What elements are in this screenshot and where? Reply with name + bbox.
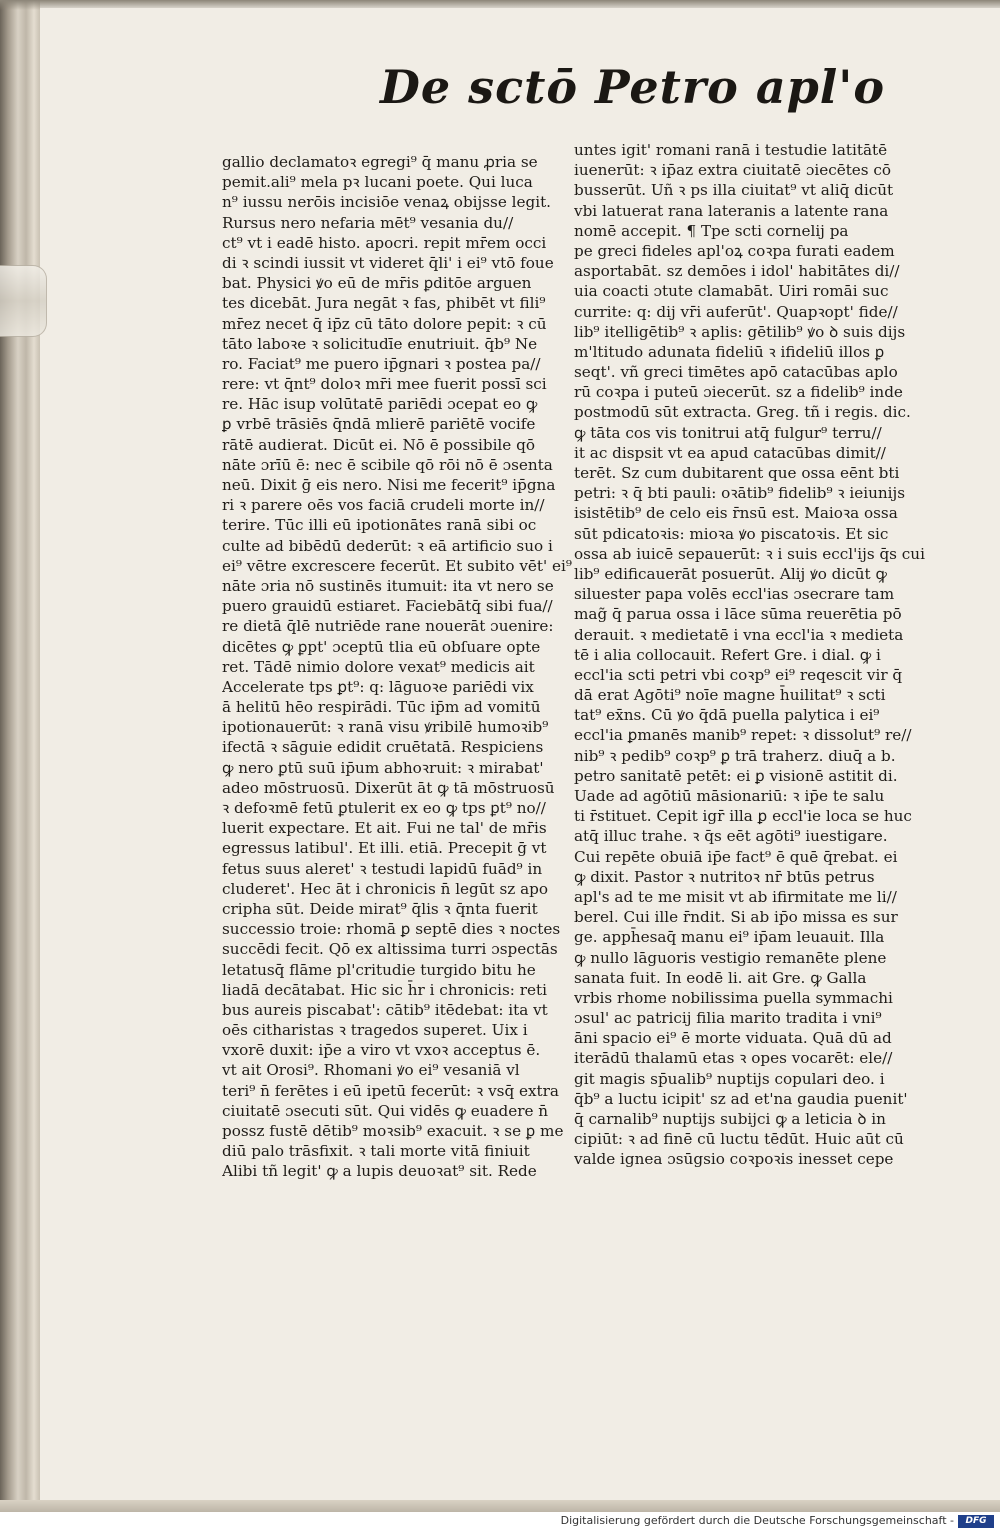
text-line: tes dicebāt. Jura negāt ꝛ fas, phibēt vt fili⁹	[222, 294, 546, 313]
text-line: succēdi fecit. Qō ex altissima turri ɔspectās	[222, 940, 558, 959]
text-line: petri: ꝛ q̄ bti pauli: oꝛātib⁹ fidelib⁹ ꝛ ieiunijs	[574, 484, 906, 503]
text-line: iuenerūt: ꝛ ip̄az extra ciuitatē ɔiecētes cō	[574, 161, 892, 180]
text-line: cripha sūt. Deide mirat⁹ q̄lis ꝛ q̄nta fuerit	[222, 899, 538, 918]
text-line: letatusq̄ flāme pl'critudie turgido bitu he	[222, 960, 536, 979]
text-line: ti r̄stituet. Cepit igr̄ illa ꝑ eccl'ie loca se huc	[574, 807, 912, 826]
text-line: ge. apph̄esaq̄ manu ei⁹ ip̄am leuauit. Illa	[574, 928, 885, 947]
text-line: cipiūt: ꝛ ad finē cū luctu tēdūt. Huic aūt cū	[574, 1130, 904, 1149]
text-line: nib⁹ ꝛ pedib⁹ coꝛp⁹ ꝑ trā traherz. diuq̄ a b.	[574, 746, 896, 765]
text-line: Rursus nero nefaria mēt⁹ vesania du//	[222, 213, 514, 232]
text-line: Uade ad agōtiū māsionariū: ꝛ ip̄e te salu	[574, 787, 885, 805]
text-line: Accelerate tps ꝑt⁹: q: lāguoꝛe pariēdi vix	[222, 677, 534, 696]
text-line: egressus latibul'. Et illi. etiā. Precepit ḡ vt	[222, 839, 547, 858]
text-line: oēs citharistas ꝛ tragedos superet. Uix i	[222, 1021, 528, 1040]
text-line: culte ad bibēdū dederūt: ꝛ eā artificio suo i	[222, 536, 553, 555]
text-line: q̄b⁹ a luctu icipit' sz ad et'na gaudia puenit'	[574, 1089, 908, 1108]
text-line: busserūt. Uñ ꝛ ps illa ciuitat⁹ vt aliq̄ dicūt	[574, 181, 894, 200]
text-line: nomē accepit. ¶ Tpe scti cornelij pa	[574, 221, 849, 240]
text-line: ipotionauerūt: ꝛ ranā visu ꝟribilē humoꝛib⁹	[222, 718, 549, 737]
text-line: dicētes ꝙ ꝑpt' ɔceptū tlia eū obſuare opte	[222, 637, 541, 656]
book-edge	[0, 0, 40, 1500]
text-line: apl's ad te me misit vt ab ifirmitate me li//	[574, 887, 897, 906]
text-line: terēt. Sz cum dubitarent que ossa eēnt bti	[574, 464, 900, 482]
text-line: rere: vt q̄nt⁹ doloꝛ mr̄i mee fuerit possī sci	[222, 375, 547, 394]
text-line: diū palo trāsfixit. ꝛ tali morte vitā finiuit	[222, 1142, 530, 1161]
text-line: re dietā q̄lē nutriēde rane nouerāt ɔuenire:	[222, 617, 554, 636]
text-line: vt ait Orosi⁹. Rhomani ꝟo ei⁹ vesaniā vl	[222, 1061, 520, 1080]
text-line: mr̄ez necet q̄ ip̄z cū tāto dolore pepit: ꝛ cū	[222, 314, 547, 333]
right-column	[574, 140, 960, 1170]
text-line: Alibi tñ legit' ꝙ a lupis deuoꝛat⁹ sit. Rede	[222, 1162, 537, 1181]
clip-marker	[0, 265, 47, 337]
text-line: ꝙ nero ꝑtū suū ip̄um abhoꝛruit: ꝛ mirabat'	[222, 758, 544, 777]
text-line: berel. Cui ille r̄ndit. Si ab ip̄o missa es sur	[574, 908, 898, 927]
text-line: di ꝛ scindi iussit vt videret q̄li' i ei⁹ vtō foue	[222, 253, 554, 272]
text-line: luerit expectare. Et ait. Fui ne tal' de mr̄is	[222, 819, 547, 838]
text-line: ꝑ vrbē trāsiēs q̄ndā mlierē pariētē vocife	[222, 415, 536, 434]
text-line: m'ltitudo adunata fideliū ꝛ ifideliū illos ꝑ	[574, 342, 885, 361]
text-line: bat. Physici ꝟo eū de mr̄is ꝑditōe arguen	[222, 274, 532, 293]
text-line: gallio declamatoꝛ egregi⁹ q̄ manu ꝓria se	[222, 153, 538, 171]
running-head: De sctō Petro apl'o	[380, 60, 886, 114]
text-line: ɔsul' ac patricij filia marito tradita i vni⁹	[574, 1009, 882, 1028]
text-line: teri⁹ n̄ ferētes i eū ipetū fecerūt: ꝛ vsq̄ extra	[222, 1081, 559, 1100]
text-line: tat⁹ ex̄ns. Cū ꝟo q̄dā puella palytica i ei⁹	[574, 706, 880, 725]
footer-credit: Digitalisierung gefördert durch die Deutsche Forschungsgemeinschaft -	[560, 1514, 954, 1527]
text-line: re. Hāc isup volūtatē pariēdi ɔcepat eo ꝙ	[222, 395, 538, 414]
text-line: successio troie: rhomā ꝑ septē dies ꝛ noctes	[222, 920, 561, 939]
text-line: Cui repēte obuiā ip̄e fact⁹ ē quē q̄rebat. ei	[574, 847, 898, 866]
text-line: cluderet'. Hec āt i chronicis n̄ legūt sz apo	[222, 879, 549, 898]
text-line: rātē audierat. Dicūt ei. Nō ē possibile qō	[222, 435, 535, 454]
text-line: ꝙ dixit. Pastor ꝛ nutritoꝛ nr̄ btūs petrus	[574, 867, 875, 886]
text-line: n⁹ iussu nerōis incisiōe venaꝝ obijsse legit.	[222, 193, 551, 212]
text-line: eccl'ia ꝑmanēs manib⁹ repet: ꝛ dissolut⁹ re//	[574, 726, 912, 745]
text-line: nāte ɔria nō sustinēs itumuit: ita vt nero se	[222, 576, 554, 595]
text-line: it ac dispsit vt ea apud catacūbas dimit//	[574, 443, 886, 462]
text-line: q̄ carnalib⁹ nuptijs subijci ꝙ a leticia ꝺ in	[574, 1110, 886, 1128]
text-line: terire. Tūc illi eū ipotionātes ranā sibi oc	[222, 516, 537, 535]
text-line: ciuitatē ɔsecuti sūt. Qui vidēs ꝙ euadere n̄	[222, 1101, 549, 1120]
text-line: ꝙ nullo lāguoris vestigio remanēte plene	[574, 948, 887, 967]
text-line: ossa ab iuicē sepauerūt: ꝛ i suis eccl'ijs q̄s cui	[574, 544, 925, 563]
text-line: lib⁹ itelligētib⁹ ꝛ aplis: gētilib⁹ ꝟo ꝺ suis dijs	[574, 322, 906, 341]
text-line: isistētib⁹ de celo eis r̄nsū est. Maioꝛa ossa	[574, 504, 898, 523]
text-line: possz fustē dētib⁹ moꝛsib⁹ exacuit. ꝛ se ꝑ me	[222, 1122, 564, 1140]
text-line: petro sanitatē petēt: ei ꝑ visionē astitit di.	[574, 766, 898, 785]
footer-bar	[0, 1512, 1000, 1531]
text-line: derauit. ꝛ medietatē i vna eccl'ia ꝛ medieta	[574, 625, 904, 644]
text-line: nāte ɔrīū ē: nec ē scibile qō rōi nō ē ɔsenta	[222, 455, 553, 474]
text-line: vbi latuerat rana lateranis a latente rana	[574, 201, 889, 220]
text-line: ā helitū hēo respirādi. Tūc ip̄m ad vomitū	[222, 698, 541, 717]
text-line: ifectā ꝛ sāguie edidit cruētatā. Respiciens	[222, 738, 544, 757]
text-line: sūt pdicatoꝛis: mioꝛa ꝟo piscatoꝛis. Et sic	[574, 524, 889, 543]
text-line: ri ꝛ parere oēs vos faciā crudeli morte in//	[222, 496, 545, 515]
dfg-logo: DFG	[958, 1515, 994, 1528]
text-line: lib⁹ edificauerāt posuerūt. Alij ꝟo dicūt ꝙ	[574, 564, 887, 583]
text-line: eccl'ia scti petri vbi coꝛp⁹ ei⁹ reqescit vir q̄	[574, 665, 903, 684]
text-line: valde ignea ɔsūgsio coꝛpoꝛis inesset cepe	[574, 1150, 894, 1169]
text-line: currite: q: dij vr̄i auferūt'. Quapꝛopt' fide//	[574, 302, 898, 321]
text-line: postmodū sūt extracta. Greg. tñ i regis. dic.	[574, 403, 911, 422]
text-line: tāto laboꝛe ꝛ solicitudīe enutriuit. q̄b⁹ Ne	[222, 334, 538, 353]
text-line: asportabāt. sz demōes i idol' habitātes di//	[574, 262, 900, 281]
text-line: neū. Dixit ḡ eis nero. Nisi me fecerit⁹ ip̄gna	[222, 476, 556, 494]
text-line: vxorē duxit: ip̄e a viro vt vxoꝛ acceptus ē.	[222, 1041, 541, 1060]
text-line: rū coꝛpa i puteū ɔiecerūt. sz a fidelib⁹ inde	[574, 383, 903, 402]
text-line: pemit.ali⁹ mela pꝛ lucani poete. Qui luca	[222, 173, 533, 192]
text-line: siluester papa volēs eccl'ias ɔsecrare tam	[574, 585, 895, 604]
text-line: atq̄ illuc trahe. ꝛ q̄s eēt agōti⁹ iuestigare.	[574, 827, 888, 846]
text-line: ꝙ tāta cos vis tonitrui atq̄ fulgur⁹ terru//	[574, 423, 882, 442]
text-line: ꝛ defoꝛmē fetū ꝑtulerit ex eo ꝙ tps ꝑt⁹ no//	[222, 799, 546, 817]
text-line: mag̃ q̄ parua ossa i lāce sūma reuerētia pō	[574, 605, 902, 624]
text-line: git magis sp̄ualib⁹ nuptijs copulari deo. i	[574, 1069, 885, 1088]
text-line: puero grauidū estiaret. Faciebātq̄ sibi fua//	[222, 597, 553, 616]
text-line: dā erat Agōti⁹ noīe magne h̄uilitat⁹ ꝛ scti	[574, 686, 886, 705]
text-line: liadā decātabat. Hic sic h̄r i chronicis: reti	[222, 980, 547, 999]
text-line: iterādū thalamū etas ꝛ opes vocarēt: ele//	[574, 1049, 893, 1068]
text-line: seqt'. vñ greci timētes apō catacūbas aplo	[574, 363, 898, 382]
text-line: uia coacti ɔtute clamabāt. Uiri romāi suc	[574, 282, 889, 301]
text-line: tē i alia collocauit. Refert Gre. i dial. ꝙ i	[574, 645, 881, 664]
page-stack-edge	[0, 1500, 1000, 1512]
text-line: adeo mōstruosū. Dixerūt āt ꝙ tā mōstruosū	[222, 778, 555, 797]
text-line: ro. Faciat⁹ me puero ip̄gnari ꝛ postea pa//	[222, 354, 541, 373]
text-line: untes igit' romani ranā i testudie latitātē	[574, 141, 888, 159]
text-line: ei⁹ vētre excrescere fecerūt. Et subito vēt' ei⁹	[222, 556, 572, 575]
text-line: āni spacio ei⁹ ē morte viduata. Quā dū ad	[574, 1029, 892, 1048]
text-line: vrbis rhome nobilissima puella symmachi	[574, 988, 893, 1007]
text-line: ret. Tādē nimio dolore vexat⁹ medicis ait	[222, 657, 535, 676]
text-line: ct⁹ vt i eadē histo. apocri. repit mr̄em occi	[222, 233, 547, 252]
text-line: fetus suus aleret' ꝛ testudi lapidū fuād⁹ in	[222, 859, 543, 878]
text-line: bus aureis piscabat': cātib⁹ itēdebat: ita vt	[222, 1000, 548, 1019]
text-line: pe greci fideles apl'oꝝ coꝛpa furati eadem	[574, 241, 895, 260]
left-column	[222, 152, 597, 1182]
text-line: sanata fuit. In eodē li. ait Gre. ꝙ Galla	[574, 968, 867, 987]
